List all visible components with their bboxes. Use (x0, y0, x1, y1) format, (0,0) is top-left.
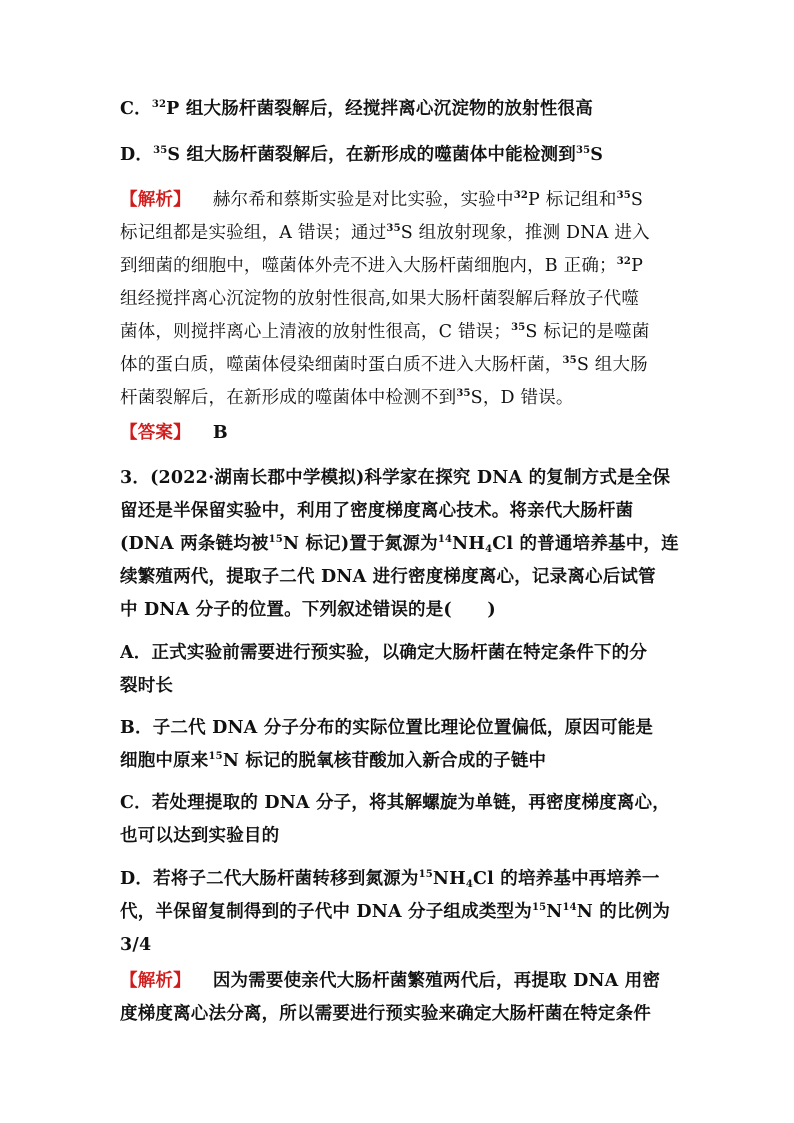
analysis2-line-1: 【解析】 因为需要使亲代大肠杆菌繁殖两代后，再提取 DNA 用密 (120, 971, 661, 991)
analysis1-line-3: 到细菌的细胞中，噬菌体外壳不进入大肠杆菌细胞内，B 正确；$^{32}$P (120, 256, 644, 276)
question3-line-2: 留还是半保留实验中，利用了密度梯度离心技术。将亲代大肠杆菌 (120, 501, 634, 521)
answer-value: B (212, 423, 228, 443)
option-d-line-1: D．若将子二代大肠杆菌转移到氮源为$^{15}NH_4Cl$ 的培养基中再培养一 (120, 869, 660, 890)
analysis-tag: 【解析】 (120, 190, 191, 210)
option-d-line-3: 3/4 (120, 935, 152, 955)
option-c-line-1: C．若处理提取的 DNA 分子，将其解螺旋为单链，再密度梯度离心， (120, 793, 670, 813)
option-b-line-2: 细胞中原来$^{15}$N 标记的脱氧核苷酸加入新合成的子链中 (120, 751, 547, 771)
option-a-line-2: 裂时长 (120, 676, 174, 696)
option-a-line-1: A．正式实验前需要进行预实验，以确定大肠杆菌在特定条件下的分 (120, 643, 648, 663)
analysis1-line-2: 标记组都是实验组，A 错误；通过$^{35}$S 组放射现象，推测 DNA 进入 (120, 223, 650, 243)
option-d-prev: D．$^{35}$S 组大肠杆菌裂解后，在新形成的噬菌体中能检测到$^{35}$S (120, 145, 604, 165)
answer-block-1 (120, 420, 690, 446)
analysis1-line-6: 体的蛋白质，噬菌体侵染细菌时蛋白质不进入大肠杆菌，$^{35}$S 组大肠 (120, 355, 648, 375)
option-c-prev: C．$^{32}$P 组大肠杆菌裂解后，经搅拌离心沉淀物的放射性很高 (120, 99, 593, 119)
question3-line-3: (DNA 两条链均被$^{15}$N 标记)置于氮源为$^{14}NH_4Cl$ 的普通培养基中，连 (120, 534, 679, 555)
answer-tag: 【答案】 (120, 423, 191, 443)
option-b-line-1: B．子二代 DNA 分子分布的实际位置比理论位置偏低，原因可能是 (120, 718, 654, 738)
analysis1-line-1: 【解析】 赫尔希和蔡斯实验是对比实验，实验中$^{32}$P 标记组和$^{35}$S (120, 190, 644, 210)
analysis1-line-7: 杆菌裂解后，在新形成的噬菌体中检测不到$^{35}$S，D 错误。 (120, 388, 574, 408)
analysis-tag: 【解析】 (120, 971, 191, 991)
option-d-line-2: 代，半保留复制得到的子代中 DNA 分子组成类型为$^{15}N^{14}N$ 的比例为 (120, 902, 671, 922)
question3-line-1: 3．(2022·湖南长郡中学模拟)科学家在探究 DNA 的复制方式是全保 (120, 468, 671, 488)
question3-line-4: 续繁殖两代，提取子二代 DNA 进行密度梯度离心，记录离心后试管 (120, 567, 656, 587)
analysis2-line-2: 度梯度离心法分离，所以需要进行预实验来确定大肠杆菌在特定条件 (120, 1004, 651, 1024)
analysis1-line-4: 组经搅拌离心沉淀物的放射性很高,如果大肠杆菌裂解后释放子代噬 (120, 289, 640, 309)
analysis1-line-5: 菌体，则搅拌离心上清液的放射性很高，C 错误；$^{35}$S 标记的是噬菌 (120, 322, 650, 342)
question3-line-5: 中 DNA 分子的位置。下列叙述错误的是( ) (120, 600, 496, 620)
option-c-line-2: 也可以达到实验目的 (120, 826, 280, 846)
